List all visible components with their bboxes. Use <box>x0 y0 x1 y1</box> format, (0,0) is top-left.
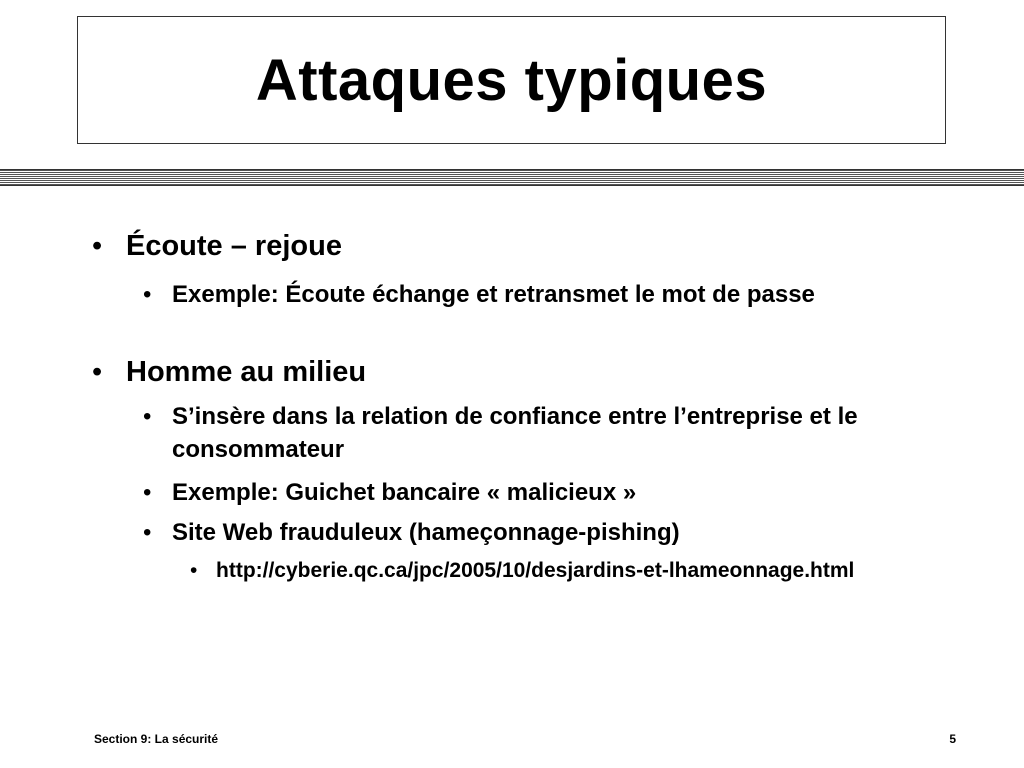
title-divider <box>0 169 1024 186</box>
list-item: Exemple: Écoute échange et retransmet le mot de passe <box>172 281 815 308</box>
title-box <box>77 16 946 144</box>
bullet-marker: • <box>190 559 198 582</box>
bullet-marker: • <box>143 281 152 308</box>
list-item: S’insère dans la relation de confiance entre l’entreprise et le consommateur <box>172 403 858 463</box>
list-item: Homme au milieu <box>126 356 367 388</box>
page-number: 5 <box>949 732 956 746</box>
list-item: Écoute – rejoue <box>126 230 342 262</box>
bullet-marker: • <box>143 479 152 506</box>
link-text: http://cyberie.qc.ca/jpc/2005/10/desjardins-et-lhameonnage.html <box>216 559 855 582</box>
bullet-marker: • <box>143 403 152 430</box>
list-item: Exemple: Guichet bancaire « malicieux » <box>172 479 637 506</box>
slide-title: Attaques typiques <box>255 47 768 113</box>
bullet-marker: • <box>143 519 152 546</box>
footer-section: Section 9: La sécurité <box>94 732 219 746</box>
list-item: Site Web frauduleux (hameçonnage-pishing) <box>172 519 680 546</box>
bullet-marker: • <box>92 356 103 388</box>
bullet-marker: • <box>92 230 103 262</box>
